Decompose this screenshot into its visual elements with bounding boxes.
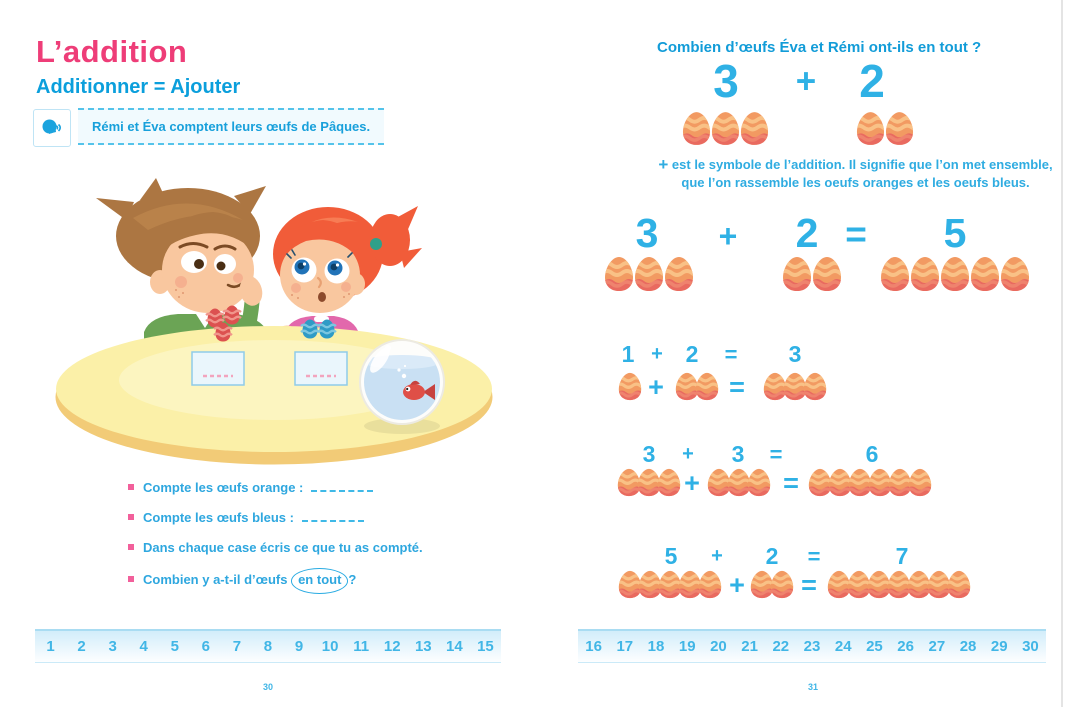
number-line-16-30 <box>578 629 1046 663</box>
number-line-value: 9 <box>294 638 304 655</box>
list-item: Compte les œufs bleus : <box>128 508 508 528</box>
ex3-sum: 7 <box>895 543 909 569</box>
easter-egg-icon <box>782 256 812 292</box>
number-line-value: 14 <box>446 638 463 655</box>
number-line-value: 11 <box>353 638 370 655</box>
number-line-value: 26 <box>897 638 914 655</box>
answer-box[interactable] <box>192 352 244 385</box>
ex3-equals-sign: = <box>807 544 821 569</box>
intro-eggs-a <box>682 111 769 146</box>
easter-egg-icon <box>970 256 1000 292</box>
number-line-value: 16 <box>585 638 602 655</box>
intro-addend-a: 3 <box>713 55 739 107</box>
page-number-left: 30 <box>262 682 273 692</box>
number-line-value: 25 <box>866 638 883 655</box>
ex2-addend-a: 3 <box>642 441 656 467</box>
main-equals-sign: = <box>845 214 867 255</box>
easter-egg-icon <box>711 111 740 146</box>
ex2-eggs-plus: + <box>684 468 700 498</box>
bullet-square-icon <box>128 544 134 550</box>
number-line-value: 18 <box>647 638 665 655</box>
ex1-eggs-sum <box>763 372 827 401</box>
page-number-right: 31 <box>807 682 818 692</box>
easter-egg-icon <box>1000 256 1030 292</box>
ex1-addend-b: 2 <box>685 341 699 367</box>
ex3-addend-a: 5 <box>664 543 678 569</box>
plus-symbol: + <box>658 155 669 174</box>
number-line-value: 10 <box>321 638 339 655</box>
ex1-plus-sign: + <box>651 343 663 365</box>
ex3-eggs-equals: = <box>801 570 817 600</box>
number-line-value: 19 <box>678 638 696 655</box>
main-plus-sign: + <box>718 218 738 254</box>
ex2-sum: 6 <box>865 441 879 467</box>
easter-egg-icon <box>682 111 711 146</box>
easter-egg-icon <box>908 468 932 497</box>
number-line-value: 23 <box>803 638 821 655</box>
instruction-banner: Rémi et Éva comptent leurs œufs de Pâques. <box>78 108 384 145</box>
ex1-sum: 3 <box>788 341 802 367</box>
number-line-value: 12 <box>383 638 401 655</box>
answer-dotted-line[interactable] <box>311 479 373 492</box>
easter-egg-icon <box>885 111 914 146</box>
number-line-value: 28 <box>959 638 977 655</box>
number-line-value: 3 <box>108 638 117 655</box>
main-eggs-a <box>604 256 694 292</box>
answer-box[interactable] <box>295 352 347 385</box>
ex3-eggs-b <box>750 570 794 599</box>
ex1-equals-sign: = <box>724 342 738 367</box>
ex3-addend-b: 2 <box>765 543 779 569</box>
number-line-value: 22 <box>772 638 790 655</box>
number-line-value: 5 <box>170 638 179 655</box>
easter-egg-icon <box>880 256 910 292</box>
number-line-value: 30 <box>1022 638 1039 655</box>
circled-en-tout: en tout <box>291 568 348 594</box>
number-line-value: 1 <box>46 638 55 655</box>
easter-egg-icon <box>812 256 842 292</box>
number-line-value: 29 <box>990 638 1008 655</box>
ex3-eggs-a <box>618 570 722 599</box>
intro-addend-b: 2 <box>859 55 885 107</box>
ex2-eggs-sum <box>808 468 932 497</box>
ex3-eggs-sum <box>827 570 971 599</box>
easter-egg-icon <box>856 111 885 146</box>
ex1-eggs-equals: = <box>729 372 745 402</box>
bullet-square-icon <box>128 484 134 490</box>
number-line-value: 8 <box>263 638 273 655</box>
ex2-eggs-equals: = <box>783 468 799 498</box>
list-item: Compte les œufs orange : <box>128 478 508 498</box>
list-item: Dans chaque case écris ce que tu as compté. <box>128 538 508 558</box>
ex2-equals-sign: = <box>769 442 783 467</box>
question-list <box>128 478 508 604</box>
number-line-value: 24 <box>834 638 852 655</box>
ex2-plus-sign: + <box>682 443 694 465</box>
bullet-square-icon <box>128 576 134 582</box>
number-line-value: 21 <box>741 638 758 655</box>
main-sum: 5 <box>943 210 967 256</box>
number-line-value: 15 <box>477 638 494 655</box>
main-addend-a: 3 <box>635 210 659 256</box>
speaking-head-icon <box>40 116 64 140</box>
main-addend-b: 2 <box>795 210 819 256</box>
easter-egg-icon <box>604 256 634 292</box>
easter-egg-icon <box>940 256 970 292</box>
plus-symbol-note: + est le symbole de l’addition. Il signifie que l’on met ensemble, que l’on rassemble les oeufs oranges et les oeufs bleus. <box>658 155 1053 190</box>
number-line-1-15 <box>35 629 501 663</box>
ex1-addend-a: 1 <box>621 341 635 367</box>
page-edge <box>1061 0 1063 707</box>
easter-egg-icon <box>618 372 642 401</box>
easter-egg-icon <box>910 256 940 292</box>
easter-egg-icon <box>657 468 681 497</box>
ex2-eggs-b <box>707 468 771 497</box>
exercise-question: Combien d’œufs Éva et Rémi ont-ils en tout ? <box>657 39 982 56</box>
ex3-plus-sign: + <box>711 545 723 567</box>
easter-egg-icon <box>740 111 769 146</box>
easter-egg-icon <box>803 372 827 401</box>
ex2-eggs-a <box>617 468 681 497</box>
easter-egg-icon <box>947 570 971 599</box>
list-item: Combien y a-t-il d’œufs en tout ? <box>128 568 508 594</box>
easter-egg-icon <box>664 256 694 292</box>
easter-egg-icon <box>770 570 794 599</box>
number-line-value: 17 <box>616 638 634 655</box>
number-line-value: 4 <box>139 638 148 655</box>
intro-plus-sign: + <box>795 62 817 101</box>
ex1-eggs-b <box>675 372 719 401</box>
easter-egg-icon <box>698 570 722 599</box>
number-line-value: 13 <box>414 638 432 655</box>
speech-icon-box <box>33 109 71 147</box>
easter-egg-icon <box>747 468 771 497</box>
intro-eggs-b <box>856 111 914 146</box>
number-line-value: 6 <box>201 638 211 655</box>
main-eggs-sum <box>880 256 1030 292</box>
bullet-square-icon <box>128 514 134 520</box>
main-eggs-b <box>782 256 842 292</box>
page-title: L’addition <box>36 34 188 69</box>
number-line-value: 7 <box>232 638 242 655</box>
ex3-eggs-plus: + <box>729 570 745 600</box>
ex2-addend-b: 3 <box>731 441 745 467</box>
ex1-eggs-a <box>618 372 642 401</box>
number-line-value: 2 <box>77 638 86 655</box>
answer-dotted-line[interactable] <box>302 509 364 522</box>
page-subtitle: Additionner = Ajouter <box>36 76 241 98</box>
number-line-value: 20 <box>710 638 727 655</box>
children-counting-eggs-illustration <box>38 178 513 470</box>
ex1-eggs-plus: + <box>648 372 664 402</box>
easter-egg-icon <box>695 372 719 401</box>
number-line-value: 27 <box>928 638 946 655</box>
easter-egg-icon <box>634 256 664 292</box>
